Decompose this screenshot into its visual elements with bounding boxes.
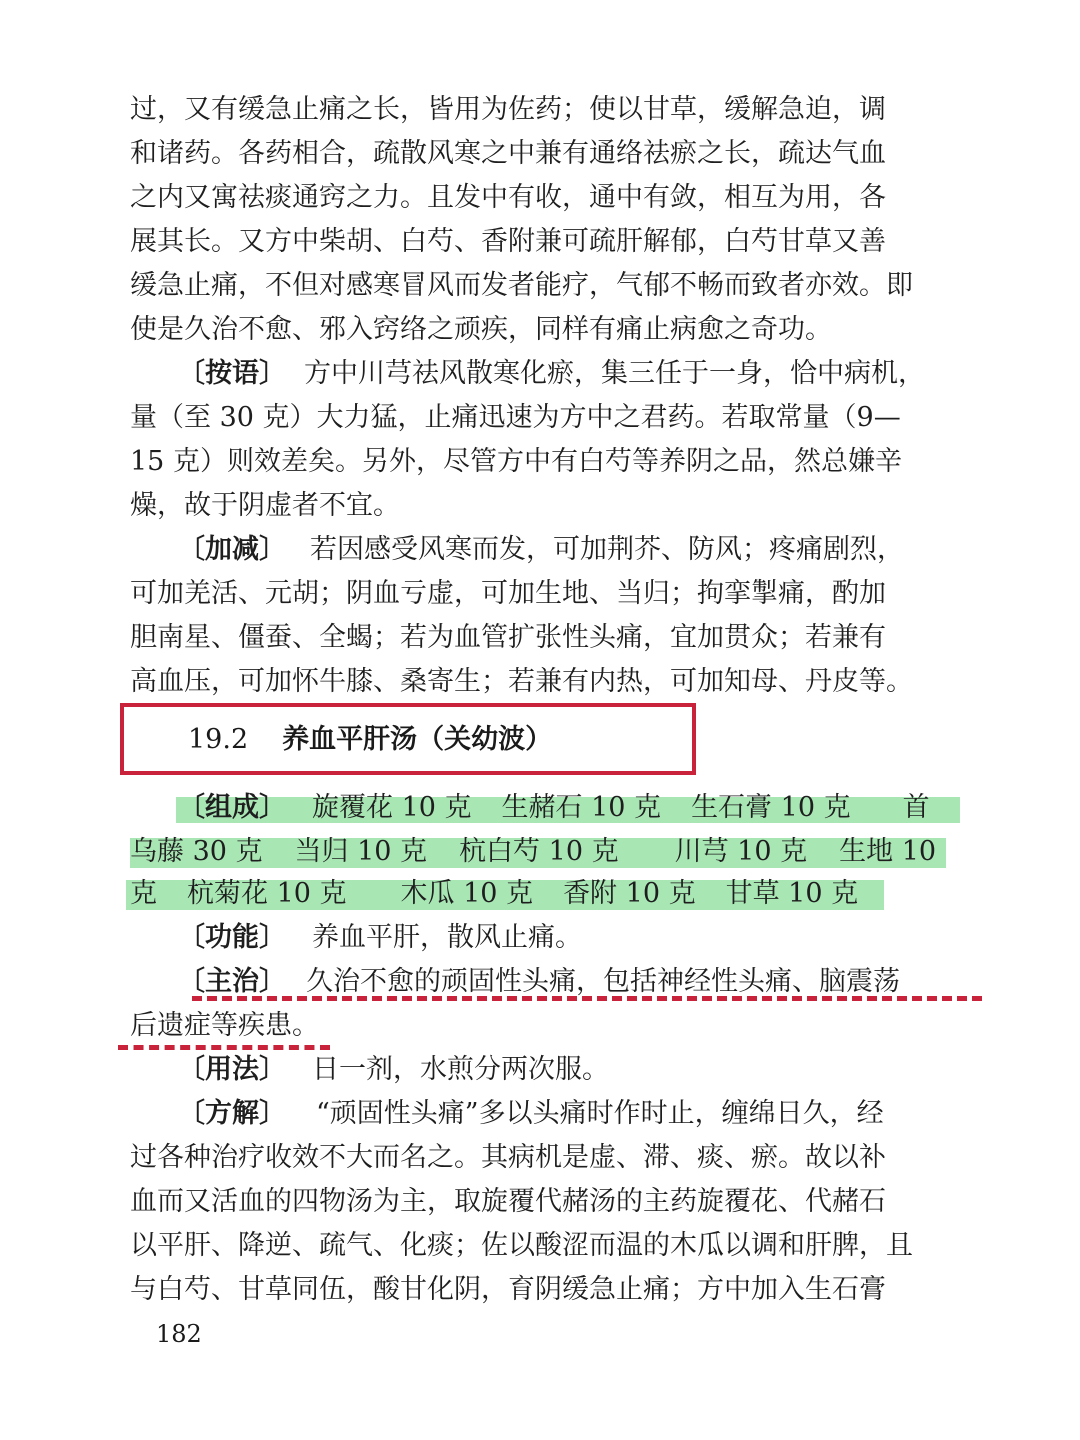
ingredient: 生地 10 xyxy=(839,836,937,867)
fangjie-label: 〔方解〕 xyxy=(178,1098,286,1129)
anyu-text: 方中川芎祛风散寒化瘀，集三任于一身，恰中病机， xyxy=(304,358,925,389)
gongneng-text: 养血平肝，散风止痛。 xyxy=(312,922,582,953)
gongneng-label: 〔功能〕 xyxy=(178,922,286,953)
ingredient: 木瓜 10 克 xyxy=(400,878,534,909)
text-line: 与白芍、甘草同伍，酸甘化阴，育阴缓急止痛；方中加入生石膏 xyxy=(130,1274,886,1305)
ingredient: 旋覆花 10 克 xyxy=(312,792,472,823)
jiajian-text: 若因感受风寒而发，可加荆芥、防风；疼痛剧烈， xyxy=(310,534,904,565)
text-line: 之内又寓祛痰通窍之力。且发中有收，通中有敛，相互为用，各 xyxy=(130,182,886,213)
yongfa-text: 日一剂，水煎分两次服。 xyxy=(312,1054,609,1085)
text-line: 高血压，可加怀牛膝、桑寄生；若兼有内热，可加知母、丹皮等。 xyxy=(130,666,913,697)
yongfa-label: 〔用法〕 xyxy=(178,1054,286,1085)
ingredient: 杭菊花 10 克 xyxy=(187,878,347,909)
zucheng-label: 〔组成〕 xyxy=(178,792,286,823)
ingredient: 克 xyxy=(130,878,157,909)
text-line: 展其长。又方中柴胡、白芍、香附兼可疏肝解郁，白芍甘草又善 xyxy=(130,226,886,257)
text-line: 和诸药。各药相合，疏散风寒之中兼有通络祛瘀之长，疏达气血 xyxy=(130,138,886,169)
text-line: 燥，故于阴虚者不宜。 xyxy=(130,490,400,521)
section-number: 19.2 xyxy=(188,724,249,755)
text-line: 血而又活血的四物汤为主，取旋覆代赭汤的主药旋覆花、代赭石 xyxy=(130,1186,886,1217)
jiajian-label: 〔加减〕 xyxy=(178,534,286,565)
section-title: 养血平肝汤（关幼波） xyxy=(282,724,553,755)
zucheng-line xyxy=(130,834,936,870)
zucheng-line xyxy=(178,790,930,826)
ingredient: 首 xyxy=(902,792,930,823)
page-number: 182 xyxy=(156,1320,202,1348)
text-line: 过，又有缓急止痛之长，皆用为佐药；使以甘草，缓解急迫，调 xyxy=(130,94,886,125)
underline-annotation xyxy=(118,1045,330,1050)
ingredient: 杭白芍 10 克 xyxy=(459,836,619,867)
text-line: 可加羌活、元胡；阴血亏虚，可加生地、当归；拘挛掣痛，酌加 xyxy=(130,578,886,609)
text-line: 过各种治疗收效不大而名之。其病机是虚、滞、痰、瘀。故以补 xyxy=(130,1142,886,1173)
fangjie-text: “顽固性头痛”多以头痛时作时止，缠绵日久，经 xyxy=(316,1098,884,1129)
ingredient: 生赭石 10 克 xyxy=(501,792,662,823)
text-line: 使是久治不愈、邪入窍络之顽疾，同样有痛止病愈之奇功。 xyxy=(130,314,832,345)
text-line: 缓急止痛，不但对感寒冒风而发者能疗，气郁不畅而致者亦效。即 xyxy=(130,270,913,301)
anyu-line xyxy=(178,356,925,392)
ingredient: 川芎 10 克 xyxy=(674,836,808,867)
gongneng-line xyxy=(178,920,582,956)
section-heading xyxy=(188,722,552,758)
zucheng-line xyxy=(130,876,858,912)
text-line: 胆南星、僵蚕、全蝎；若为血管扩张性头痛，宜加贯众；若兼有 xyxy=(130,622,886,653)
zhuzhi-text: 久治不愈的顽固性头痛，包括神经性头痛、脑震荡 xyxy=(306,966,900,997)
ingredient: 乌藤 30 克 xyxy=(130,836,263,867)
zhuzhi-line xyxy=(178,964,900,1000)
ingredient: 香附 10 克 xyxy=(563,878,696,909)
yongfa-line xyxy=(178,1052,609,1088)
text-line: 以平肝、降逆、疏气、化痰；佐以酸涩而温的木瓜以调和肝脾，且 xyxy=(130,1230,913,1261)
text-line: 量（至 30 克）大力猛，止痛迅速为方中之君药。若取常量（9— xyxy=(130,402,901,433)
anyu-label: 〔按语〕 xyxy=(178,358,286,389)
ingredient: 甘草 10 克 xyxy=(725,878,859,909)
text-line: 15 克）则效差矣。另外，尽管方中有白芍等养阴之品，然总嫌辛 xyxy=(130,446,902,477)
ingredient: 生石膏 10 克 xyxy=(691,792,851,823)
ingredient: 当归 10 克 xyxy=(294,836,428,867)
underline-annotation xyxy=(192,996,982,1001)
text-line: 后遗症等疾患。 xyxy=(130,1010,319,1041)
jiajian-line xyxy=(178,532,904,568)
zhuzhi-label: 〔主治〕 xyxy=(178,966,286,997)
fangjie-line xyxy=(178,1096,884,1132)
